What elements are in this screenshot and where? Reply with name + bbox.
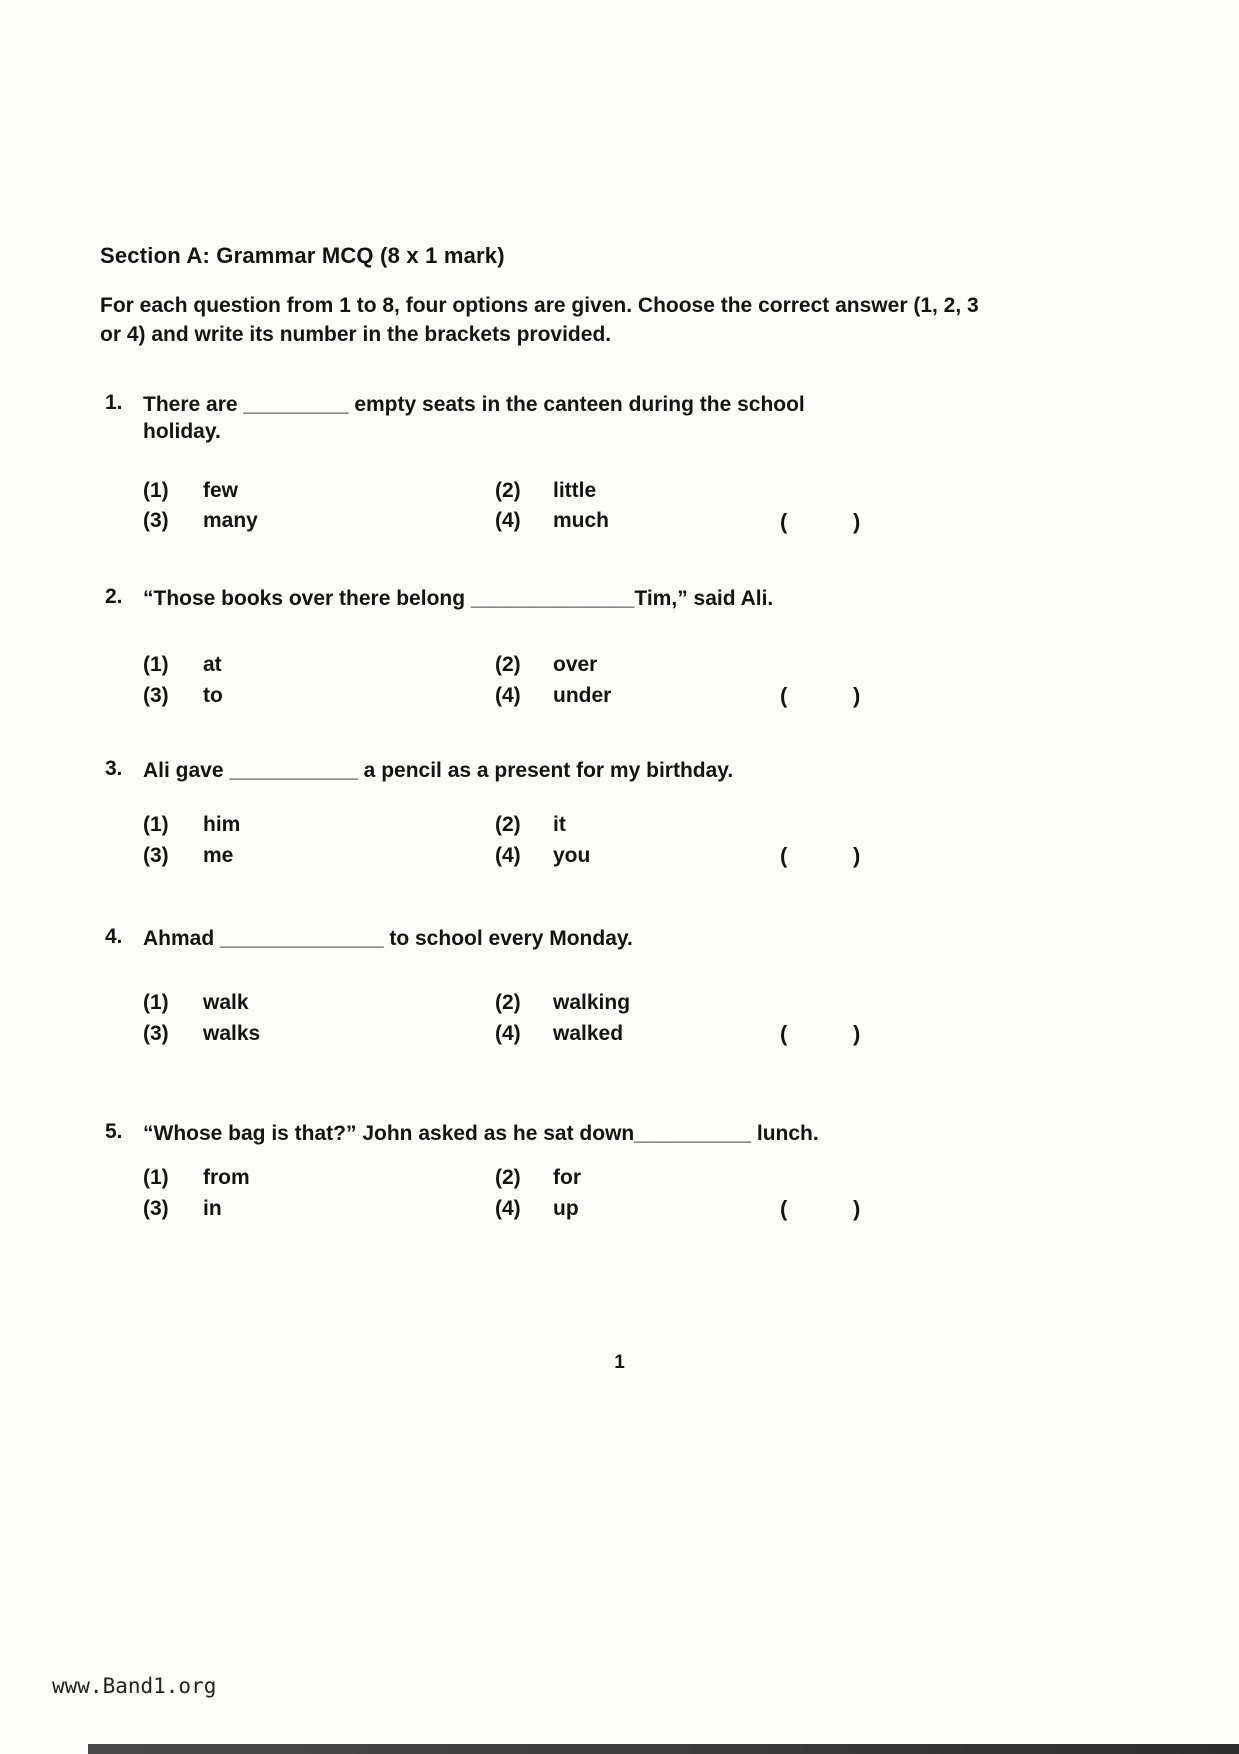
option-text: at	[203, 653, 222, 677]
option-number: (3)	[143, 509, 169, 533]
option-text: many	[203, 509, 258, 533]
option-number: (1)	[143, 1166, 169, 1190]
option-text: walked	[553, 1021, 624, 1045]
option-number: (3)	[143, 683, 169, 707]
option-number: (1)	[143, 653, 169, 677]
question-2	[105, 585, 895, 711]
option-number: (4)	[495, 843, 521, 867]
answer-bracket-open: (	[780, 508, 788, 534]
option-text: walking	[553, 991, 631, 1015]
answer-bracket-open: (	[780, 843, 788, 869]
option-text: little	[553, 478, 597, 502]
option-text: few	[203, 478, 239, 502]
option-text: from	[203, 1166, 250, 1190]
page-number: 1	[614, 1352, 625, 1373]
question-text: Ali gave ___________ a pencil as a present for my birthday.	[143, 759, 734, 782]
option-text: walk	[203, 991, 249, 1015]
question-5-row	[105, 1120, 895, 1147]
question-3	[105, 757, 895, 871]
question-number: 2.	[105, 585, 123, 608]
option-number: (4)	[495, 1196, 521, 1220]
option-text: much	[553, 509, 610, 533]
option-text: to	[203, 683, 223, 707]
instructions-text: For each question from 1 to 8, four options are given. Choose the correct answer (1, 2, 3 or 4) and write its number in the brackets provided.	[100, 294, 979, 347]
answer-bracket-close: )	[853, 683, 861, 709]
options-grid	[143, 988, 888, 1049]
question-text: “Whose bag is that?” John asked as he sat down__________ lunch.	[143, 1122, 819, 1145]
question-4-row	[105, 925, 895, 952]
question-3-row	[105, 757, 895, 784]
question-2-row	[105, 585, 895, 612]
option-number: (4)	[495, 683, 521, 707]
options-grid	[143, 1163, 888, 1224]
question-number: 3.	[105, 757, 123, 780]
question-number: 1.	[105, 391, 123, 414]
option-number: (3)	[143, 1021, 169, 1045]
question-5	[105, 1120, 895, 1224]
option-text: under	[553, 683, 612, 707]
answer-bracket-open: (	[780, 1196, 788, 1222]
answer-bracket-close: )	[853, 1196, 861, 1222]
option-text: in	[203, 1196, 222, 1220]
question-text: Ahmad ______________ to school every Monday.	[143, 927, 633, 950]
scan-edge-artifact	[88, 1744, 1239, 1754]
option-text: walks	[203, 1021, 261, 1045]
question-text: “Those books over there belong ______________Tim,” said Ali.	[143, 587, 774, 610]
option-text: up	[553, 1196, 579, 1220]
answer-bracket-open: (	[780, 683, 788, 709]
option-number: (3)	[143, 843, 169, 867]
option-number: (3)	[143, 1196, 169, 1220]
option-text: for	[553, 1166, 581, 1190]
option-number: (4)	[495, 1021, 521, 1045]
options-grid	[143, 650, 888, 711]
answer-bracket-close: )	[853, 1021, 861, 1047]
option-number: (2)	[495, 478, 521, 502]
option-text: over	[553, 653, 598, 677]
option-number: (2)	[495, 991, 521, 1015]
option-number: (4)	[495, 509, 521, 533]
option-text: you	[553, 843, 591, 867]
answer-bracket-close: )	[853, 843, 861, 869]
question-4	[105, 925, 895, 1049]
options-grid	[143, 810, 888, 871]
option-text: him	[203, 813, 241, 837]
option-text: it	[553, 813, 566, 837]
option-number: (2)	[495, 653, 521, 677]
answer-bracket-open: (	[780, 1021, 788, 1047]
option-text: me	[203, 843, 234, 867]
answer-bracket-close: )	[853, 508, 861, 534]
question-text: There are _________ empty seats in the canteen during the school holiday.	[143, 393, 805, 444]
question-number: 4.	[105, 925, 123, 948]
option-number: (1)	[143, 478, 169, 502]
question-1-row	[105, 391, 895, 446]
option-number: (1)	[143, 991, 169, 1015]
footer-url: www.Band1.org	[52, 1674, 217, 1698]
option-number: (2)	[495, 813, 521, 837]
option-number: (1)	[143, 813, 169, 837]
section-title: Section A: Grammar MCQ (8 x 1 mark)	[100, 243, 505, 268]
options-grid	[143, 476, 888, 537]
option-number: (2)	[495, 1166, 521, 1190]
question-number: 5.	[105, 1120, 123, 1143]
question-1	[105, 391, 895, 536]
